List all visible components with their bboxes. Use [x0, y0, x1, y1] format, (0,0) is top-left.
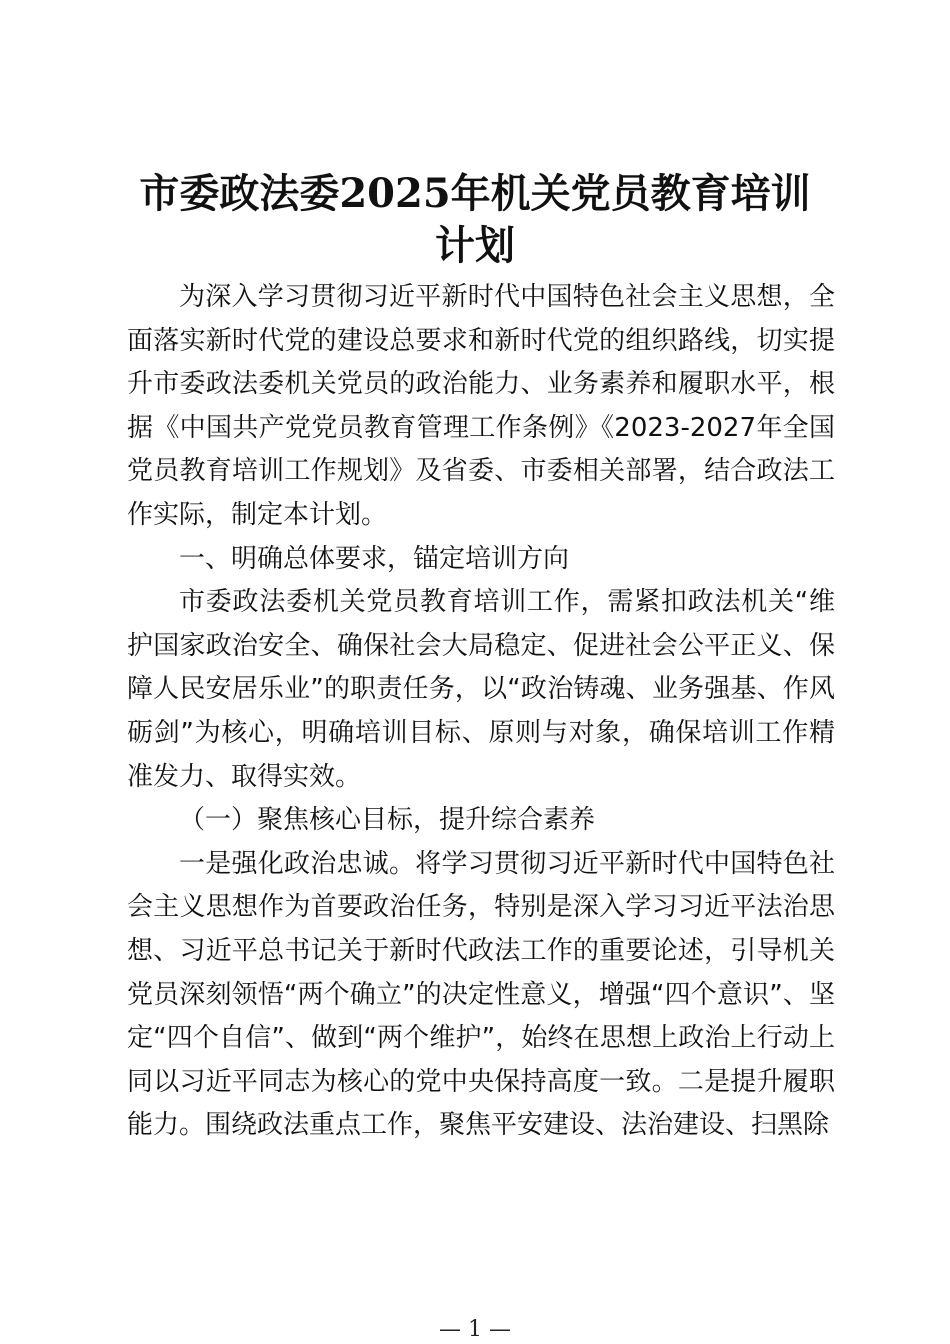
subsection-1-heading: （一）聚焦核心目标，提升综合素养 [179, 805, 596, 836]
document-title-line-2: 计划 [435, 222, 515, 269]
section-1-heading: 一、明确总体要求，锚定培训方向 [179, 543, 570, 574]
page-number: — 1 — [439, 1317, 511, 1342]
document-title-line-1: 市委政法委2025年机关党员教育培训 [139, 170, 811, 217]
section-1-paragraph: 市委政法委机关党员教育培训工作，需紧扣政法机关“维护国家政治安全、确保社会大局稳定、促进社会公平正义、保障人民安居乐业”的职责任务，以“政治铸魂、业务强基、作风砺剑”为核心，明确培训目标、原则与对象，确保培训工作精准发力、取得实效。 [127, 587, 835, 792]
intro-paragraph: 为深入学习贯彻习近平新时代中国特色社会主义思想，全面落实新时代党的建设总要求和新时代党的组织路线，切实提升市委政法委机关党员的政治能力、业务素养和履职水平，根据《中国共产党党员教育管理工作条例》《2023-2027年全国党员教育培训工作规划》及省委、市委相关部署，结合政法工作实际，制定本计划。 [127, 282, 835, 530]
document-body [127, 276, 835, 1148]
subsection-1-paragraph: 一是强化政治忠诚。将学习贯彻习近平新时代中国特色社会主义思想作为首要政治任务，特别是深入学习习近平法治思想、习近平总书记关于新时代政法工作的重要论述，引导机关党员深刻领悟“两个确立”的决定性意义，增强“四个意识”、坚定“四个自信”、做到“两个维护”，始终在思想上政治上行动上同以习近平同志为核心的党中央保持高度一致。二是提升履职能力。围绕政法重点工作，聚焦平安建设、法治建设、扫黑除 [127, 848, 835, 1141]
